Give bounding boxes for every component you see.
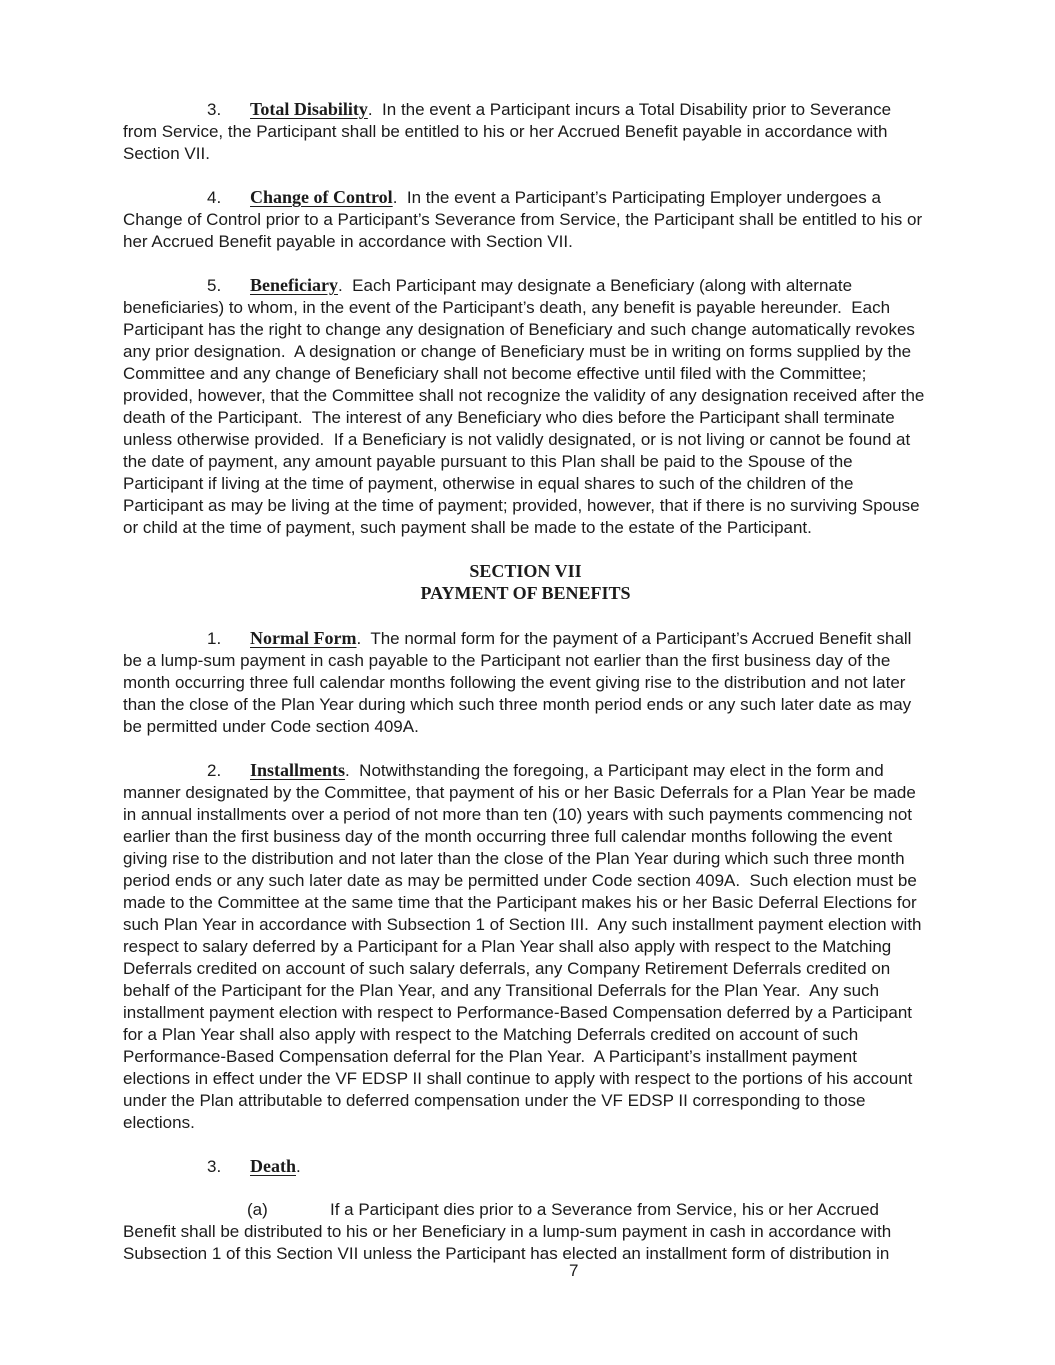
paragraph-text: .: [296, 1157, 301, 1176]
sub-paragraph-a: [123, 1199, 928, 1265]
section-subtitle: PAYMENT OF BENEFITS: [420, 583, 631, 603]
paragraph-installments: [123, 759, 928, 1134]
paragraph-number: 5.: [207, 276, 222, 295]
paragraph-text: . In the event a Participant incurs a Total Disability prior to Severance from Service, the Participant shall be entitled to his or her Accrued Benefit payable in accordance with Section VII.: [123, 100, 896, 163]
paragraph-heading: Beneficiary: [250, 275, 338, 295]
paragraph-number: 3.: [207, 1157, 222, 1176]
paragraph-text: . The normal form for the payment of a Participant’s Accrued Benefit shall be a lump-sum payment in cash payable to the Participant not earlier than the first business day of the month occurring three full calendar months following the event giving rise to the distribution and not later than the close of the Plan Year during which such three month period ends or any such later date as may be permitted under Code section 409A.: [123, 629, 917, 736]
paragraph-heading: Change of Control: [250, 187, 393, 207]
paragraph-number: 4.: [207, 188, 222, 207]
paragraph-text: . Each Participant may designate a Beneficiary (along with alternate beneficiaries) to whom, in the event of the Participant’s death, any benefit is payable hereunder. Each Participant has the right to change any designation of Beneficiary and such change automatically revokes any prior designation. A designation or change of Beneficiary must be in writing on forms supplied by the Committee and any change of Beneficiary shall not become effective until filed with the Committee; provided, however, that the Committee shall not recognize the validity of any designation received after the death of the Participant. The interest of any Beneficiary who dies before the Participant shall terminate unless otherwise provided. If a Beneficiary is not validly designated, or is not living or cannot be found at the date of payment, any amount payable pursuant to this Plan shall be paid to the Spouse of the Participant if living at the time of payment, otherwise in equal shares to such of the children of the Participant as may be living at the time of payment; provided, however, that if there is no surviving Spouse or child at the time of payment, such payment shall be made to the estate of the Participant.: [123, 276, 930, 537]
paragraph-heading: Installments: [250, 760, 346, 780]
paragraph-total-disability: [123, 98, 928, 165]
paragraph-text: . In the event a Participant’s Participating Employer undergoes a Change of Control prior to a Participant’s Severance from Service, the Participant shall be entitled to his or her Accrued Benefit payable in accordance with Section VII.: [123, 188, 927, 251]
paragraph-heading: Death: [250, 1156, 296, 1176]
paragraph-number: 1.: [207, 629, 222, 648]
sub-paragraph-label: (a): [247, 1200, 268, 1219]
paragraph-beneficiary: [123, 274, 928, 539]
sub-paragraph-text: If a Participant dies prior to a Severance from Service, his or her Accrued Benefit shall be distributed to his or her Beneficiary in a lump-sum payment in cash in accordance with Subsection 1 of this Section VII unless the Participant has elected an installment form of distribution in: [123, 1200, 896, 1263]
section-heading: [123, 560, 928, 604]
paragraph-number: 3.: [207, 100, 222, 119]
paragraph-number: 2.: [207, 761, 222, 780]
paragraph-heading: Normal Form: [250, 628, 357, 648]
paragraph-change-of-control: [123, 186, 928, 253]
paragraph-death: [123, 1155, 928, 1178]
paragraph-text: . Notwithstanding the foregoing, a Participant may elect in the form and manner designated by the Committee, that payment of his or her Basic Deferrals for a Plan Year be made in annual installments over a period of not more than ten (10) years with such payments commencing not earlier than the first business day of the month occurring three full calendar months following the event giving rise to the distribution and not later than the close of the Plan Year during which such three month period ends or any such later date as may be permitted under Code section 409A. Such election must be made to the Committee at the same time that the Participant makes his or her Basic Deferral Elections for such Plan Year in accordance with Subsection 1 of Section III. Any such installment payment election with respect to salary deferred by a Participant for a Plan Year shall also apply with respect to the Matching Deferrals credited on account of such salary deferrals, any Company Retirement Deferrals credited on behalf of the Participant for the Plan Year, and any Transitional Deferrals for the Plan Year. Any such installment payment election with respect to Performance-Based Compensation deferred by a Participant for a Plan Year shall also apply with respect to the Matching Deferrals credited on account of such Performance-Based Compensation deferral for the Plan Year. A Participant’s installment payment elections in effect under the VF EDSP II shall continue to apply with respect to the portions of his account under the Plan attributable to deferred compensation under the VF EDSP II corresponding to those elections.: [123, 761, 927, 1132]
paragraph-heading: Total Disability: [250, 99, 368, 119]
section-title: SECTION VII: [469, 561, 582, 581]
paragraph-normal-form: [123, 627, 928, 738]
page-number: 7: [569, 1261, 579, 1280]
